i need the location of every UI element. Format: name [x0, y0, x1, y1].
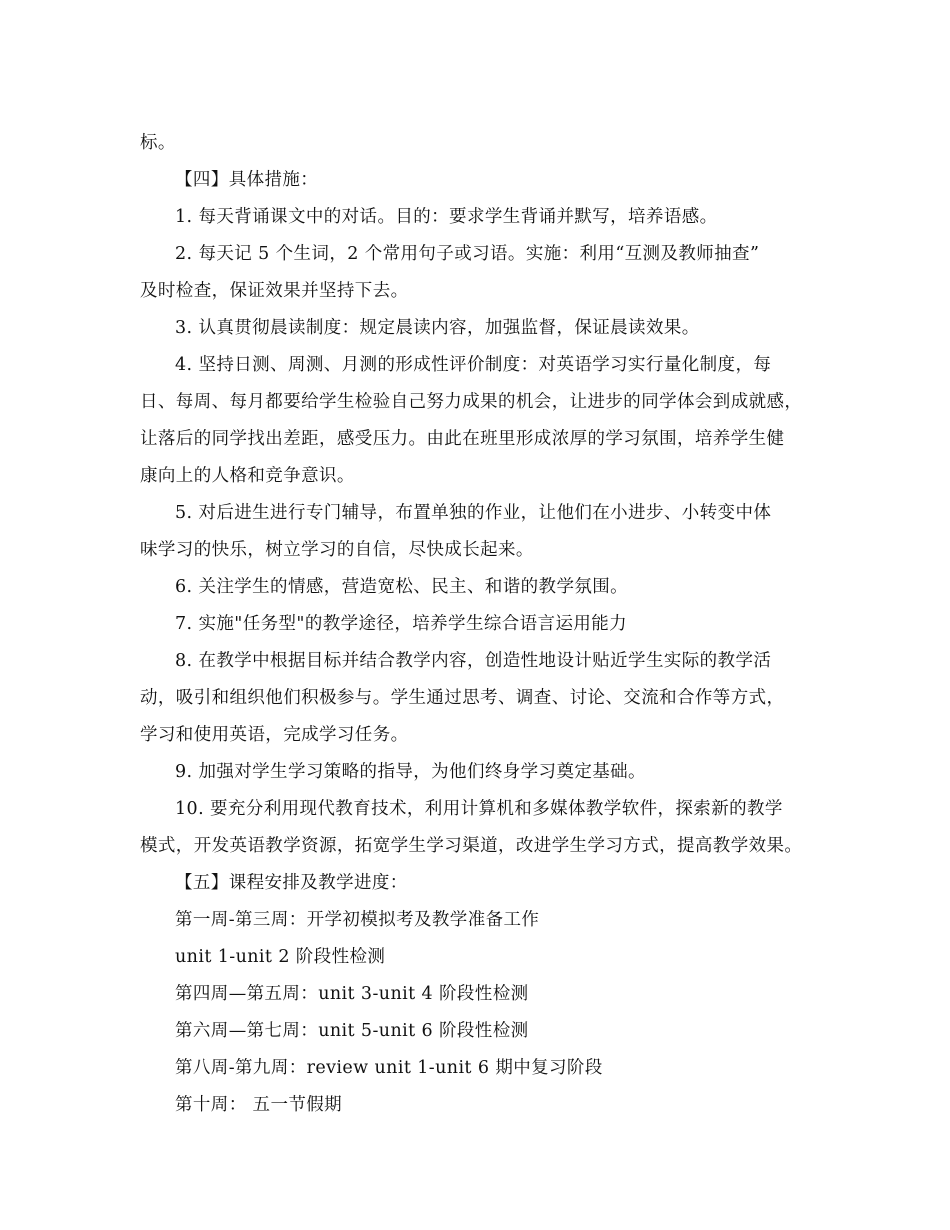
text-line: 味学习的快乐，树立学习的自信，尽快成长起来。	[140, 540, 534, 560]
schedule-item: 第八周-第九周：review unit 1-unit 6 期中复习阶段	[175, 1058, 603, 1078]
text-line: 模式，开发英语教学资源，拓宽学生学习渠道，改进学生学习方式，提高教学效果。	[140, 836, 803, 856]
schedule-item: 第六周—第七周：unit 5-unit 6 阶段性检测	[175, 1021, 529, 1041]
list-item: 8. 在教学中根据目标并结合教学内容，创造性地设计贴近学生实际的教学活	[175, 651, 772, 671]
list-item: 2. 每天记 5 个生词，2 个常用句子或习语。实施：利用“互测及教师抽查”	[175, 244, 760, 264]
text-line: 动，吸引和组织他们积极参与。学生通过思考、调查、讨论、交流和合作等方式，	[140, 688, 785, 708]
list-item: 6. 关注学生的情感，营造宽松、民主、和谐的教学氛围。	[175, 577, 629, 597]
list-item: 1. 每天背诵课文中的对话。目的：要求学生背诵并默写，培养语感。	[175, 207, 718, 227]
list-item: 7. 实施"任务型"的教学途径，培养学生综合语言运用能力	[175, 614, 628, 634]
section-heading: 【四】具体措施：	[175, 170, 319, 190]
text-line: 标。	[140, 133, 176, 153]
text-line: 学习和使用英语，完成学习任务。	[140, 725, 409, 745]
schedule-item: 第一周-第三周：开学初模拟考及教学准备工作	[175, 910, 540, 930]
section-heading: 【五】课程安排及教学进度：	[175, 873, 408, 893]
text-line: 日、每周、每月都要给学生检验自己努力成果的机会，让进步的同学体会到成就感，	[140, 392, 803, 412]
list-item: 5. 对后进生进行专门辅导，布置单独的作业，让他们在小进步、小转变中体	[175, 503, 772, 523]
schedule-item: unit 1-unit 2 阶段性检测	[175, 947, 386, 967]
list-item: 9. 加强对学生学习策略的指导，为他们终身学习奠定基础。	[175, 762, 646, 782]
list-item: 10. 要充分利用现代教育技术，利用计算机和多媒体教学软件，探索新的教学	[175, 799, 783, 819]
text-line: 及时检查，保证效果并坚持下去。	[140, 281, 409, 301]
list-item: 3. 认真贯彻晨读制度：规定晨读内容，加强监督，保证晨读效果。	[175, 318, 700, 338]
schedule-item: 第四周—第五周：unit 3-unit 4 阶段性检测	[175, 984, 529, 1004]
schedule-item: 第十周： 五一节假期	[175, 1095, 343, 1115]
text-line: 康向上的人格和竞争意识。	[140, 466, 355, 486]
text-line: 让落后的同学找出差距，感受压力。由此在班里形成浓厚的学习氛围，培养学生健	[140, 429, 785, 449]
list-item: 4. 坚持日测、周测、月测的形成性评价制度：对英语学习实行量化制度，每	[175, 355, 772, 375]
